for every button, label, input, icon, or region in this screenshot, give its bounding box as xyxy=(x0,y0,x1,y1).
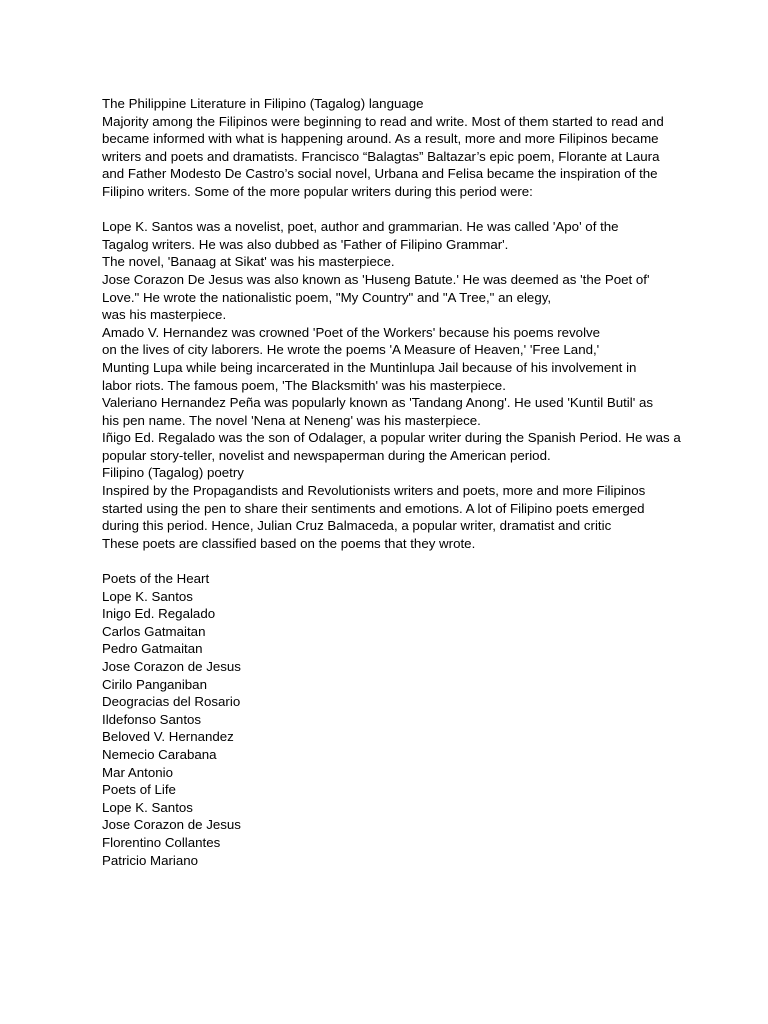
list-item: Nemecio Carabana xyxy=(102,746,217,762)
text-line: Iñigo Ed. Regalado was the son of Odalager, a popular writer during the Spanish Period. He was a xyxy=(102,430,681,446)
section-heading: Filipino (Tagalog) poetry xyxy=(102,465,244,481)
document-page xyxy=(102,95,722,869)
text-line: Majority among the Filipinos were beginning to read and write. Most of them started to read and xyxy=(102,113,664,129)
intro-paragraph xyxy=(102,113,722,201)
poets-list xyxy=(102,570,722,869)
list-item: Jose Corazon de Jesus xyxy=(102,659,241,674)
text-line: Tagalog writers. He was also dubbed as 'Father of Filipino Grammar'. xyxy=(102,236,509,252)
text-line: Valeriano Hernandez Peña was popularly known as 'Tandang Anong'. He used 'Kuntil Butil' as xyxy=(102,395,653,411)
list-item: Lope K. Santos xyxy=(102,799,193,815)
text-line: Inspired by the Propagandists and Revolutionists writers and poets, more and more Filipinos xyxy=(102,483,646,499)
list-heading: Poets of Life xyxy=(102,782,176,798)
list-heading: Poets of the Heart xyxy=(102,571,210,587)
text-line: started using the pen to share their sentiments and emotions. A lot of Filipino poets emerged xyxy=(102,500,645,516)
paragraph-spacer xyxy=(102,552,722,570)
text-line: became informed with what is happening around. As a result, more and more Filipinos became xyxy=(102,131,659,147)
text-line: The novel, 'Banaag at Sikat' was his masterpiece. xyxy=(102,254,395,270)
list-item: Deogracias del Rosario xyxy=(102,694,241,710)
list-item: Cirilo Panganiban xyxy=(102,676,207,692)
text-line: Lope K. Santos was a novelist, poet, author and grammarian. He was called 'Apo' of the xyxy=(102,219,619,235)
list-item: Pedro Gatmaitan xyxy=(102,641,203,657)
list-item: Mar Antonio xyxy=(102,764,173,780)
paragraph-spacer xyxy=(102,201,722,219)
text-line: popular story-teller, novelist and newspaperman during the American period. xyxy=(102,447,551,463)
text-line: writers and poets and dramatists. Francisco “Balagtas” Baltazar’s epic poem, Florante at Laura xyxy=(102,148,660,164)
text-line: and Father Modesto De Castro’s social novel, Urbana and Felisa became the inspiration of the xyxy=(102,166,658,182)
text-line: was his masterpiece. xyxy=(102,307,227,323)
list-item: Lope K. Santos xyxy=(102,588,193,604)
list-item: Patricio Mariano xyxy=(102,852,199,868)
list-item: Inigo Ed. Regalado xyxy=(102,606,216,622)
text-line: Amado V. Hernandez was crowned 'Poet of the Workers' because his poems revolve xyxy=(102,324,601,340)
text-line: These poets are classified based on the poems that they wrote. xyxy=(102,535,476,551)
text-line: Munting Lupa while being incarcerated in the Muntinlupa Jail because of his involvement in xyxy=(102,359,637,375)
document-title: The Philippine Literature in Filipino (Tagalog) language xyxy=(102,96,424,111)
text-line: Filipino writers. Some of the more popular writers during this period were: xyxy=(102,183,533,199)
text-line: his pen name. The novel 'Nena at Neneng' was his masterpiece. xyxy=(102,412,481,428)
list-item: Carlos Gatmaitan xyxy=(102,623,206,639)
text-line: labor riots. The famous poem, 'The Blacksmith' was his masterpiece. xyxy=(102,377,506,393)
list-item: Jose Corazon de Jesus xyxy=(102,817,241,833)
text-line: Jose Corazon De Jesus was also known as 'Huseng Batute.' He was deemed as 'the Poet of' xyxy=(102,271,650,287)
text-line: Love." He wrote the nationalistic poem, "My Country" and "A Tree," an elegy, xyxy=(102,289,552,305)
text-line: on the lives of city laborers. He wrote the poems 'A Measure of Heaven,' 'Free Land,' xyxy=(102,342,600,358)
writers-section xyxy=(102,218,722,552)
list-item: Beloved V. Hernandez xyxy=(102,729,234,745)
list-item: Ildefonso Santos xyxy=(102,711,202,727)
list-item: Florentino Collantes xyxy=(102,834,221,850)
text-line: during this period. Hence, Julian Cruz Balmaceda, a popular writer, dramatist and critic xyxy=(102,518,612,534)
